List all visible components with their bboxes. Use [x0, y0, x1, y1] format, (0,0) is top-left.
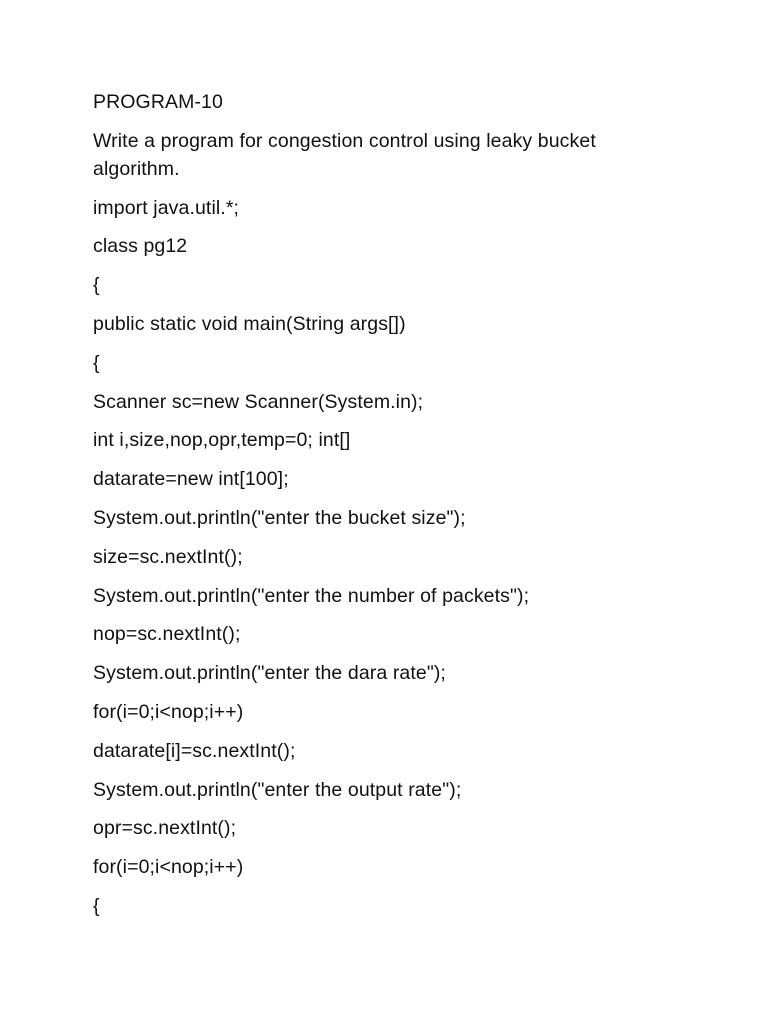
code-line: System.out.println("enter the output rate");	[93, 778, 462, 801]
program-heading: PROGRAM-10	[93, 91, 223, 113]
code-line: nop=sc.nextInt();	[93, 623, 241, 646]
code-line: System.out.println("enter the dara rate");	[93, 662, 446, 685]
code-line: Scanner sc=new Scanner(System.in);	[93, 390, 424, 413]
code-line: int i,size,nop,opr,temp=0; int[]	[93, 429, 351, 452]
code-line: import java.util.*;	[93, 196, 240, 219]
code-line: {	[93, 351, 100, 374]
code-line: for(i=0;i<nop;i++)	[93, 700, 244, 723]
code-line: public static void main(String args[])	[93, 312, 406, 335]
code-line: class pg12	[93, 235, 188, 258]
code-line: size=sc.nextInt();	[93, 545, 243, 568]
code-line: System.out.println("enter the number of packets");	[93, 584, 530, 607]
code-line: for(i=0;i<nop;i++)	[93, 856, 244, 879]
code-line: System.out.println("enter the bucket size");	[93, 506, 466, 529]
code-line: opr=sc.nextInt();	[93, 817, 237, 840]
code-line: {	[93, 274, 100, 297]
task-description: Write a program for congestion control using leaky bucket algorithm.	[93, 129, 596, 180]
code-line: {	[93, 894, 100, 917]
code-line: datarate=new int[100];	[93, 468, 289, 491]
code-line: datarate[i]=sc.nextInt();	[93, 739, 296, 762]
document-body	[93, 88, 683, 931]
